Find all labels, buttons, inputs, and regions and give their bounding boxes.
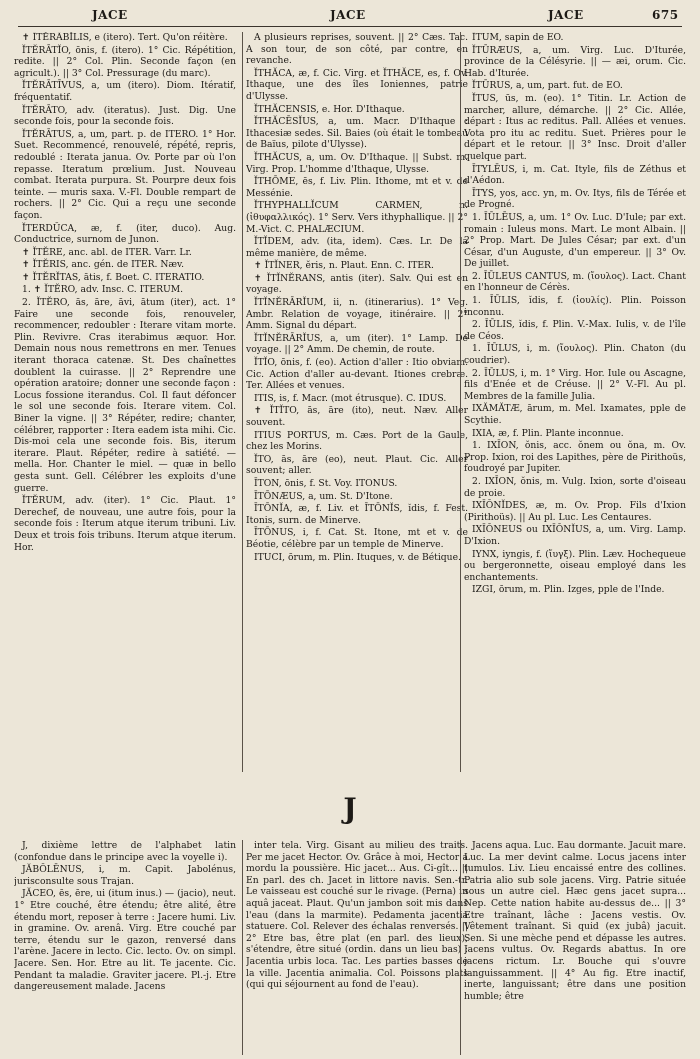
dictionary-entry: ĪTYS, yos, acc. yn, m. Ov. Itys, fils de Térée et de Progné. xyxy=(464,187,686,211)
dictionary-entry: IZGI, ōrum, m. Plin. Izges, pple de l'Inde. xyxy=(472,584,665,596)
dictionary-entry: ✝ ĬTĬTO, ās, āre (ito), neut. Næv. Aller souvent. xyxy=(246,405,468,428)
dictionary-entry: ĪTON, ōnis, f. St. Voy. ITONUS. xyxy=(254,477,398,489)
column-divider xyxy=(242,32,243,772)
dictionary-entry: JĂCEO, ēs, ēre, ui (itum inus.) — (jacio), neut. 1° Etre couché, être étendu; être alité, être étendu mort, reposer à terre : Jacere humi. Liv. in gramine. Ov. arenâ. Virg. Etre couché par terre, étendu sur le gazon, renversé dans l'arène. Jacere in lecto. Cic. lecto. Ov. on simpl. Jacere. Sen. Hor. Etre au lit. Te jacente. Cic. Pendant ta maladie. Graviter jacere. Pl.-j. Etre dangereusement malade. Jacens xyxy=(14,888,236,993)
header-center-word: JACE xyxy=(330,8,366,22)
dictionary-entry: IXIA, æ, f. Plin. Plante inconnue. xyxy=(472,427,624,439)
header-right-word: JACE xyxy=(548,8,584,22)
dictionary-entry: ĬTHŌME, ēs, f. Liv. Plin. Ithome, mt et v. de Messénie. xyxy=(246,176,468,199)
dictionary-entry: ĬTHĂCA, æ, f. Cic. Virg. et ĬTHĂCE, es, f. Ov. Ithaque, une des îles Ioniennes, patrie d'Ulysse. xyxy=(246,67,468,102)
dictionary-entry: 2. ĪŪLUS, i, m. 1° Virg. Hor. Iule ou Ascagne, fils d'Enée et de Créuse. || 2° V.-Fl. Au pl. Membres de la famille Julia. xyxy=(464,367,686,402)
dictionary-entry: ✝ ĬTĔRĬTAS, ātis, f. Boet. C. ITERATIO. xyxy=(22,271,205,283)
dictionary-entry: ĬTŪRUS, a, um, part. fut. de EO. xyxy=(472,80,623,92)
dictionary-entry: ĬTHĂCUS, a, um. Ov. D'Ithaque. || Subst. m. Virg. Prop. L'homme d'Ithaque, Ulysse. xyxy=(246,151,468,175)
dictionary-entry: ĪTUM, sapin de EO. xyxy=(472,32,564,43)
column-divider xyxy=(460,32,461,772)
column-divider xyxy=(460,840,461,1055)
dictionary-entry: 2. ĪŪLEUS CANTUS, m. (ἴουλος). Lact. Chant en l'honneur de Cérès. xyxy=(464,270,686,294)
dictionary-entry: ĬTĔRĀTĪVUS, a, um (itero). Diom. Itératif, fréquentatif. xyxy=(14,80,236,103)
dictionary-entry: ĪTYLĒUS, i, m. Cat. Ityle, fils de Zéthus et d'Aédon. xyxy=(464,163,686,187)
column-1 xyxy=(14,32,236,772)
dictionary-entry: IYNX, iyngis, f. (ἴυγξ). Plin. Læv. Hochequeue ou bergeronnette, oiseau employé dans les enchantements. xyxy=(464,548,686,583)
dictionary-entry: 1. ✝ ĬTĔRO, adv. Insc. C. ITERUM. xyxy=(22,284,184,296)
dictionary-entry: ĬTĔRĀTĬO, ōnis, f. (itero). 1° Cic. Répétition, redite. || 2° Col. Plin. Seconde façon (en agricult.). || 3° Col. Pressurage (du marc). xyxy=(14,44,236,79)
dictionary-entry: 1. ĪŪLUS, i, m. (ἴουλος). Plin. Chaton (du coudrier). xyxy=(464,343,686,367)
lower-columns xyxy=(14,840,686,1055)
dictionary-entry: ✝ ĬTĬNĔRANS, antis (iter). Salv. Qui est en voyage. xyxy=(246,272,468,296)
dictionary-entry: ĬTUS, ūs, m. (eo). 1° Titin. Lr. Action de marcher, allure, démarche. || 2° Cic. Allée, départ : Itus ac reditus. Pall. Allées et venues. Vota pro itu ac reditu. Suet. Prières pour le départ et le retour. || 3° Insc. Droit d'aller quelque part. xyxy=(464,92,686,162)
dictionary-entry: ✝ ĬTĔRIS, anc. gén. de ITER. Næv. xyxy=(22,259,185,271)
dictionary-entry: ĬTHĂCENSIS, e. Hor. D'Ithaque. xyxy=(254,103,405,115)
dictionary-entry: 1. ĪŪLĒUS, a, um. 1° Ov. Luc. D'Iule; par ext. romain : Iuleus mons. Mart. Le mont Albain. || 2° Prop. Mart. De Jules César; par ext. d'un César, d'un Auguste, d'un empereur. || 3° Ov. De juillet. xyxy=(464,211,686,270)
dictionary-entry: IXĪŎNĬDES, æ, m. Ov. Prop. Fils d'Ixion (Pirithoüs). || Au pl. Luc. Les Centaures. xyxy=(464,500,686,523)
dictionary-entry: IXĪŎNEUS ou IXĪŎNĬUS, a, um. Virg. Lamp. D'Ixion. xyxy=(464,524,686,547)
dictionary-entry: ITIUS PORTUS, m. Cæs. Port de la Gaule, chez les Morins. xyxy=(246,429,468,453)
dictionary-entry: ✝ ĬTĬNER, ĕris, n. Plaut. Enn. C. ITER. xyxy=(254,260,434,272)
dictionary-entry: 1. IXĪON, ŏnis, acc. ŏnem ou ŏna, m. Ov. Prop. Ixion, roi des Lapithes, père de Pirithoüs, foudroyé par Jupiter. xyxy=(464,440,686,475)
dictionary-entry: IXĂMĂTÆ, ārum, m. Mel. Ixamates, pple de Scythie. xyxy=(464,403,686,426)
dictionary-entry: ITIS, is, f. Macr. (mot étrusque). C. IDUS. xyxy=(254,392,447,404)
dictionary-entry: ✝ ĬTĔRE, anc. abl. de ITER. Varr. Lr. xyxy=(22,246,192,258)
dictionary-entry: ĪTŌNÆUS, a, um. St. D'Itone. xyxy=(254,490,393,502)
dictionary-entry: J, dixième lettre de l'alphabet latin (confondue dans le principe avec la voyelle i). xyxy=(14,840,236,863)
dictionary-entry: ✝ ĪTĔRĀBĬLIS, e (itero). Tert. Qu'on réitère. xyxy=(22,32,228,43)
dictionary-entry: ĬTERDŬCA, æ, f. (iter, duco). Aug. Conductrice, surnom de Junon. xyxy=(14,222,236,246)
page-number: 675 xyxy=(652,8,679,22)
dictionary-entry: ĬTĬNĔRĀRĬUS, a, um (iter). 1° Lamp. De voyage. || 2° Amm. De chemin, de route. xyxy=(246,332,468,356)
dictionary-entry: ĬTHĂCĒSĬUS, a, um. Macr. D'Ithaque : Ithacesiæ sedes. Sil. Baies (où était le tombeau de Baïus, pilote d'Ulysse). xyxy=(246,116,468,151)
dictionary-entry: 1. ĪŪLIS, ĭdis, f. (ἰουλίς). Plin. Poisson inconnu. xyxy=(464,295,686,318)
dictionary-entry: ĬTĔRUM, adv. (iter). 1° Cic. Plaut. 1° Derechef, de nouveau, une autre fois, pour la seconde fois : Iterum atque iterum tribuni. Liv. Deux et trois fois tribuns. Iterum atque iterum. Hor. xyxy=(14,495,236,553)
dictionary-entry: inter tela. Virg. Gisant au milieu des traits. Per me jacet Hector. Ov. Grâce à moi, Hector a mordu la poussière. Hic jacet... Aus. Ci-gît... || En parl. des ch. Jacet in littore navis. Sen.-tr. Le vaisseau est couché sur le rivage. (Perna) in aquâ jaceat. Plaut. Qu'un jambon soit mis dans l'eau (dans la marmite). Pedamenta jacentia statuere. Col. Relever des échalas renversés. || 2° Etre bas, être plat (en parl. des lieux), s'étendre, être situé (ordin. dans un lieu bas) : Jacentia urbis loca. Tac. Les parties basses de la ville. Jacentia animalia. Col. Poissons plats (qui qui séjournent au fond de l'eau). xyxy=(246,840,468,991)
dictionary-entry: 2. IXĪON, ŏnis, m. Vulg. Ixion, sorte d'oiseau de proie. xyxy=(464,475,686,499)
column-3 xyxy=(464,32,686,772)
dictionary-entry: 2. ĬTĔRO, ās, āre, āvi, ātum (iter), act. 1° Faire une seconde fois, renouveler, recommencer, redoubler : Iterare vitam morte. Plin. Revivre. Cras iterabimus æquor. Hor. Demain nous nous remettrons en mer. Tenues iterant thoraca catenæ. St. Des chaînettes doublent la cuirasse. || 2° Reprendre une opération aratoire; donner une seconde façon : Locus fossione iterandus. Col. Il faut défoncer le sol une seconde fois. Iterare vitem. Col. Biner la vigne. || 3° Répéter, redire; chanter, célébrer, rapporter : Itera eadem ista mihi. Cic. Dis-moi cela une seconde fois. Bis, iterum iterare. Plaut. Répéter, redire à satiété. — mella. Hor. Chanter le miel. — quæ in bello gesta sunt. Gell. Célébrer les exploits d'une guerre. xyxy=(14,297,236,494)
column-2 xyxy=(246,32,468,772)
dictionary-entry: ĬTĔRĀTUS, a, um, part. p. de ITERO. 1° Hor. Suet. Recommencé, renouvelé, répété, repris, redoublé : Iterata janua. Ov. Porte par où l'on repasse. Iteratum prœlium. Just. Nouveau combat. Iterata purpura. St. Pourpre deux fois teinte. — muris saxa. V.-Fl. Double rempart de rochers. || 2° Cic. Qui a reçu une seconde façon. xyxy=(14,128,236,221)
dictionary-entry: ĪTŌNĬA, æ, f. Liv. et ĪTŌNĬS, ĭdis, f. Fest. Itonis, surn. de Minerve. xyxy=(246,503,468,526)
dictionary-entry: ĬTHYPHALLĬCUM CARMEN, n. (ἰθυφαλλικός). 1° Serv. Vers ithyphallique. || 2° M.-Vict. C. PHALÆCIUM. xyxy=(246,200,468,235)
section-letter: J xyxy=(343,792,357,825)
dictionary-entry: ĬTO, ās, āre (eo), neut. Plaut. Cic. Aller souvent; aller. xyxy=(246,453,468,477)
dictionary-entry: ĬTĬDEM, adv. (ita, idem). Cæs. Lr. De la même manière, de même. xyxy=(246,236,468,259)
running-header xyxy=(0,8,700,28)
dictionary-entry: 2. ĪŪLIS, ĭdis, f. Plin. V.-Max. Iulis, v. de l'île de Céos. xyxy=(464,319,686,342)
dictionary-entry: ĬTĬO, ōnis, f. (eo). Action d'aller : Itio obviam. Cic. Action d'aller au-devant. Itiones crebræ. Ter. Allées et venues. xyxy=(246,357,468,392)
header-left-word: JACE xyxy=(92,8,128,22)
column-divider xyxy=(242,840,243,1055)
dictionary-entry: ĬTĬNĔRĀRĬUM, ii, n. (itinerarius). 1° Veg. Ambr. Relation de voyage, itinéraire. || 2° Amm. Signal du départ. xyxy=(246,297,468,332)
dictionary-entry: JĂBŎLĒNUS, i, m. Capit. Jabolénus, jurisconsulte sous Trajan. xyxy=(14,864,236,887)
column-1-lower xyxy=(14,840,236,1055)
column-3-lower xyxy=(464,840,686,1055)
dictionary-entry: ĬTĔRĀTO, adv. (iteratus). Just. Dig. Une seconde fois, pour la seconde fois. xyxy=(14,104,236,128)
column-2-lower xyxy=(246,840,468,1055)
dictionary-entry: ĪTŌNUS, i, f. Cat. St. Itone, mt et v. de Béotie, célèbre par un temple de Minerve. xyxy=(246,527,468,550)
dictionary-entry: A plusieurs reprises, souvent. || 2° Cæs. Tac. A son tour, de son côté, par contre, en revanche. xyxy=(246,32,468,67)
dictionary-entry: Jacens aqua. Luc. Eau dormante. Jacuit mare. Luc. La mer devint calme. Locus jacens inter tumulos. Liv. Lieu encaissé entre des collines. Patria alio sub sole jacens. Virg. Patrie située sous un autre ciel. Hæc gens jacet supra... Nep. Cette nation habite au-dessus de... || 3° Etre traînant, lâche : Jacens vestis. Ov. Vêtement traînant. Si quid (ex jubâ) jacuit. Sen. Si une mèche pend et dépasse les autres. Jacens vultus. Ov. Regards abattus. In ore jacens rictum. Lr. Bouche qui s'ouvre languissamment. || 4° Au fig. Etre inactif, inerte, languissant; être dans une position humble; être xyxy=(464,840,686,1002)
dictionary-entry: ITUCI, ōrum, m. Plin. Ituques, v. de Bétique. xyxy=(254,551,461,563)
upper-columns xyxy=(14,32,686,772)
header-rule xyxy=(18,26,682,27)
dictionary-entry: ĬTŪRÆUS, a, um. Virg. Luc. D'Iturée, province de la Célésyrie. || — æi, orum. Cic. Hab. d'Iturée. xyxy=(464,44,686,79)
